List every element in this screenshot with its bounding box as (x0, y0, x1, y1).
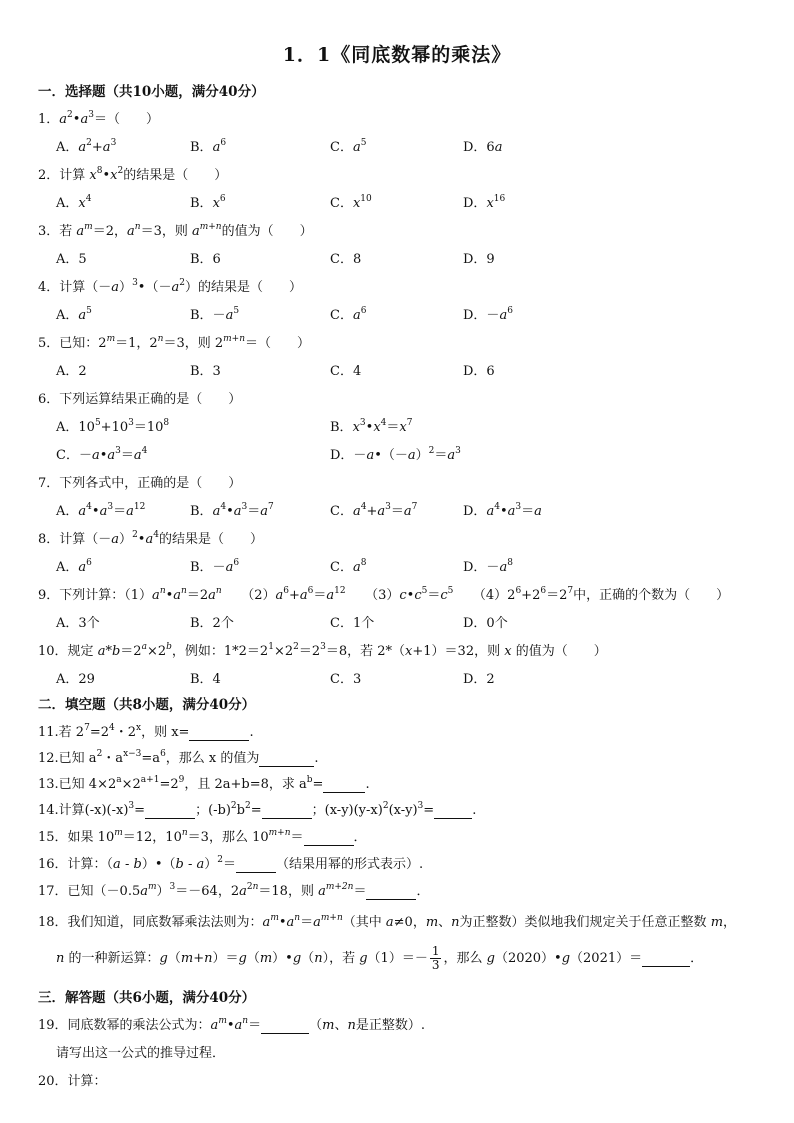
q7-option-c: C．$a^4+a^3=a^7$ (330, 502, 418, 519)
answer-blank[interactable] (236, 857, 276, 873)
answer-blank[interactable] (366, 884, 416, 900)
question-11: 11.若 $2^7=2^4$・2$^x$，则 x= . (38, 723, 254, 740)
page-title: 1．1《同底数幂的乘法》 (282, 44, 512, 66)
q5-option-d: D．6 (463, 364, 495, 379)
answer-blank[interactable] (304, 830, 354, 846)
q5-option-b: B．3 (190, 364, 221, 379)
q8-option-c: C．$a^8$ (330, 558, 367, 575)
q10-option-b: B．4 (190, 672, 221, 687)
question-7: 7．下列各式中，正确的是（ ） (38, 476, 242, 491)
q1-option-d: D．6a (463, 140, 503, 155)
question-18-line-2: n 的一种新运算：g（m+n）＝g（m）•g（n），若 g（1）＝－ $\frac{1}{3}$ ，那么 g（2020）•g（2021）＝ ． (56, 944, 704, 972)
q6-option-b: B．$x^3•x^4=x^7$ (330, 418, 413, 435)
q4-option-c: C．$a^6$ (330, 306, 367, 323)
fraction-one-third: $\frac{1}{3}$ (431, 944, 440, 972)
q10-option-d: D．2 (463, 672, 495, 687)
question-18: 18．我们知道，同底数幂乘法法则为：$a^m•a^n=a^{m+n}$（其中 a≠0，m、n为正整数）类似地我们规定关于任意正整数 m， (38, 913, 737, 930)
section-heading-choice: 一．选择题（共10小题，满分40分） (38, 84, 265, 100)
question-17: 17．已知$(-0.5a^m)^3=-64$，$2a^{2n}=18$，则 $a^{m+2n}=$ ． (38, 882, 430, 899)
q6-option-a: A．$10^5+10^3=10^8$ (56, 418, 170, 435)
answer-blank[interactable] (323, 777, 365, 793)
answer-blank[interactable] (261, 1018, 309, 1034)
answer-blank[interactable] (642, 951, 690, 967)
q9-option-a: A．3个 (56, 616, 100, 631)
q2-option-d: D．$x^{16}$ (463, 194, 506, 211)
q2-option-b: B．$x^6$ (190, 194, 226, 211)
question-19-instruction: 请写出这一公式的推导过程． (56, 1046, 226, 1061)
q4-option-b: B．$-a^5$ (190, 306, 240, 323)
q4-option-d: D．$-a^6$ (463, 306, 513, 323)
q9-option-d: D．0个 (463, 616, 508, 631)
q6-option-c: C．$-a•a^3=a^4$ (56, 446, 148, 463)
q5-option-c: C．4 (330, 364, 362, 379)
q3-option-c: C．8 (330, 252, 362, 267)
q7-option-a: A．$a^4•a^3=a^{12}$ (56, 502, 146, 519)
question-19: 19．同底数幂的乘法公式为：$a^m•a^n= (m$、n是正整数）. (38, 1016, 425, 1033)
q8-option-d: D．$-a^8$ (463, 558, 513, 575)
question-15: 15．如果 $10^m=12$，$10^n=3$，那么 $10^{m+n}=$ ． (38, 828, 367, 845)
question-6: 6．下列运算结果正确的是（ ） (38, 392, 242, 407)
question-3: 3．若 $a^m=2$，$a^n=3$，则 $a^{m+n}$的值为（ ） (38, 222, 313, 239)
question-12: 12.已知 $a^2$・$a^{x-3}=a^6$，那么 x 的值为 . (38, 749, 319, 766)
answer-blank[interactable] (434, 803, 472, 819)
question-4: 4．计算$(-a)^3•(-a^2)$的结果是（ ） (38, 278, 302, 295)
q8-option-a: A．$a^6$ (56, 558, 92, 575)
q7-option-b: B．$a^4•a^3=a^7$ (190, 502, 274, 519)
q9-option-c: C．1个 (330, 616, 375, 631)
q1-option-b: B．$a^6$ (190, 138, 227, 155)
q8-option-b: B．$-a^6$ (190, 558, 240, 575)
question-20: 20．计算： (38, 1074, 107, 1089)
question-13: 13.已知 $4\times 2^a\times 2^{a+1}=2^9$，且 2a+b=8，求 $a^b=$ . (38, 775, 370, 792)
q1-option-c: C．$a^5$ (330, 138, 367, 155)
q4-option-a: A．$a^5$ (56, 306, 92, 323)
question-1: 1．$a^2•a^3=$（ ） (38, 110, 159, 127)
question-2: 2．计算 $x^8•x^2$的结果是（ ） (38, 166, 228, 183)
q9-option-b: B．2个 (190, 616, 234, 631)
answer-blank[interactable] (259, 751, 314, 767)
question-5: 5．已知：$2^m=1$，$2^n=3$，则 $2^{m+n}=$（ ） (38, 334, 311, 351)
question-10: 10．规定 $a*b=2^a\times 2^b$，例如：$1*2=2^1\times 2^2=2^3=8$，若 2*（x+1）＝32，则 x 的值为（ ） (38, 642, 607, 659)
q3-option-b: B．6 (190, 252, 221, 267)
answer-blank[interactable] (189, 725, 249, 741)
q5-option-a: A．2 (56, 364, 87, 379)
q10-option-a: A．29 (56, 672, 95, 687)
section-heading-answer: 三．解答题（共6小题，满分40分） (38, 990, 256, 1006)
question-9: 9．下列计算：$(1)a^n•a^n=2a^n$ $(2)a^6+a^6=a^{12}$ $(3)c•c^5=c^5$ $(4)2^6+2^6=2^7$中，正确的个数为（ ） (38, 586, 730, 603)
q6-option-d: D．$-a•(-a)^2=a^3$ (330, 446, 461, 463)
question-16: 16．计算：（a - b）•（b - a）$^2$＝ （结果用幂的形式表示）. (38, 855, 424, 872)
section-heading-fill: 二．填空题（共8小题，满分40分） (38, 697, 256, 713)
q3-option-a: A．5 (56, 252, 87, 267)
q10-option-c: C．3 (330, 672, 362, 687)
answer-blank[interactable] (145, 803, 195, 819)
answer-blank[interactable] (262, 803, 312, 819)
q7-option-d: D．$a^4•a^3=a$ (463, 502, 542, 519)
q1-option-a: A．$a^2+a^3$ (56, 138, 117, 155)
question-8: 8．计算$(-a)^2•a^4$的结果是（ ） (38, 530, 263, 547)
q2-option-c: C．$x^{10}$ (330, 194, 372, 211)
q3-option-d: D．9 (463, 252, 495, 267)
q2-option-a: A．$x^4$ (56, 194, 92, 211)
question-14: 14.计算$(-x)(-x)^3=$ ；$(-b)^2b^2=$ ；$(x-y)(y-x)^2(x-y)^3=$ . (38, 801, 477, 818)
